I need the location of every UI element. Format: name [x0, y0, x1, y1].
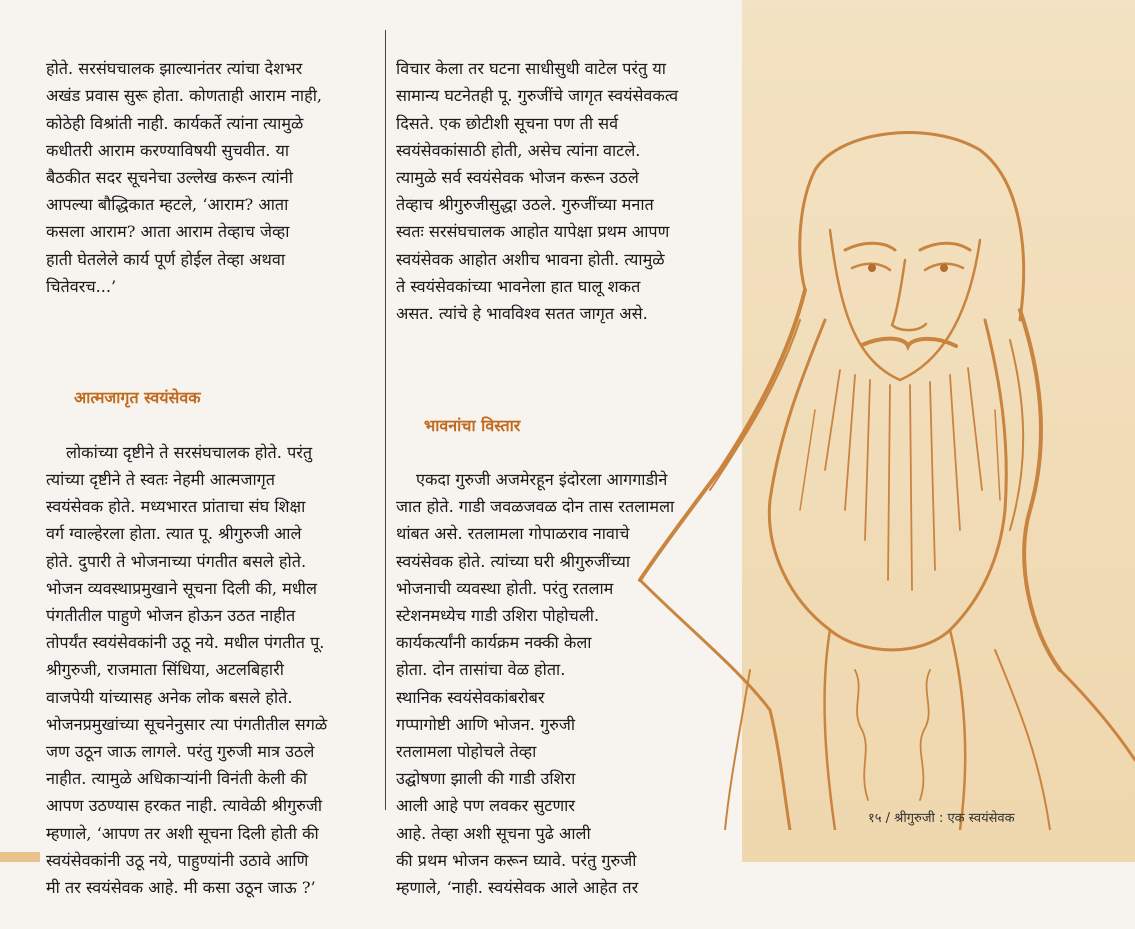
paragraph: होते. सरसंघचालक झाल्यानंतर त्यांचा देशभर अखंड प्रवास सुरू होता. कोणताही आराम नाही, कोठेही विश्रांती नाही. कार्यकर्ते त्यांना त्यामुळे कधीतरी आराम करण्याविषयी सुचवीत. या बैठकीत सदर सूचनेचा उल्लेख करून त्यांनी आपल्या बौद्धिकात म्हटले, ‘आराम? आता कसला आराम? आता आराम तेव्हाच जेव्हा हाती घेतलेले कार्य पूर्ण होईल तेव्हा अथवा चितेवरच...’: [46, 59, 323, 296]
page-footer: १५ / श्रीगुरुजी : एक स्वयंसेवक: [868, 811, 1015, 826]
paragraph: एकदा गुरुजी अजमेरहून इंदोरला आगगाडीने जात होते. गाडी जवळजवळ दोन तास रतलामला थांबत असे. रतलामला गोपाळराव नावाचे स्वयंसेवक होते. त्यांच्या घरी श्रीगुरुजींच्या भोजनाची व्यवस्था होती. परंतु रतलाम स्टेशनमध्येच गाडी उशिरा पोहोचली. कार्यकर्त्यांनी कार्यक्रम नक्की केला होता. दोन तासांचा वेळ होता. स्थानिक स्वयंसेवकांबरोबर गप्पागोष्टी आणि भोजन. गुरुजी रतलामला पोहोचले तेव्हा उद्घोषणा झाली की गाडी उशिरा आली आहे पण लवकर सुटणार आहे. तेव्हा अशी सूचना पुढे आली की प्रथम भोजन करून घ्यावे. परंतु गुरुजी म्हणाले, ‘नाही. स्वयंसेवक आले आहेत तर: [396, 470, 675, 898]
text-column-left: [46, 28, 380, 929]
paragraph: विचार केला तर घटना साधीसुधी वाटेल परंतु या सामान्य घटनेतही पू. गुरुजींचे जागृत स्वयंसेवकत्व दिसते. एक छोटीशी सूचना पण ती सर्व स्वयंसेवकांसाठी होती, असेच त्यांना वाटले. त्यामुळे सर्व स्वयंसेवक भोजन करून उठले तेव्हाच श्रीगुरुजीसुद्धा उठले. गुरुजींच्या मनात स्वतः सरसंघचालक आहोत यापेक्षा प्रथम आपण स्वयंसेवक आहोत अशीच भावना होती. त्यामुळे ते स्वयंसेवकांच्या भावनेला हात घालू शकत असत. त्यांचे हे भावविश्व सतत जागृत असे.: [396, 59, 679, 324]
paragraph: लोकांच्या दृष्टीने ते सरसंघचालक होते. परंतु त्यांच्या दृष्टीने ते स्वतः नेहमी आत्मजागृत स्वयंसेवक होते. मध्यभारत प्रांताचा संघ शिक्षा वर्ग ग्वाल्हेरला होता. त्यात पू. श्रीगुरुजी आले होते. दुपारी ते भोजनाच्या पंगतीत बसले होते. भोजन व्यवस्थाप्रमुखाने सूचना दिली की, मधील पंगतीतील पाहुणे भोजन होऊन उठत नाहीत तोपर्यंत स्वयंसेवकांनी उठू नये. मधील पंगतीत पू. श्रीगुरुजी, राजमाता सिंधिया, अटलबिहारी वाजपेयी यांच्यासह अनेक लोक बसले होते. भोजनप्रमुखांच्या सूचनेनुसार त्या पंगतीतील सगळे जण उठून जाऊ लागले. परंतु गुरुजी मात्र उठले नाहीत. त्यामुळे अधिकाऱ्यांनी विनंती केली की आपण उठण्यास हरकत नाही. त्यावेळी श्रीगुरुजी म्हणाले, ‘आपण तर अशी सूचना दिली होती की स्वयंसेवकांनी उठू नये, पाहुण्यांनी उठावे आणि मी तर स्वयंसेवक आहे. मी कसा उठून जाऊ ?’: [46, 442, 328, 898]
section-heading: आत्मजागृत स्वयंसेवक: [74, 388, 201, 408]
column-divider: [385, 30, 386, 810]
spacer: [396, 354, 726, 384]
spacer: [46, 327, 380, 357]
page-edge-mark: [0, 852, 40, 862]
section-heading: भावनांचा विस्तार: [424, 415, 521, 435]
text-column-right: [396, 28, 726, 929]
